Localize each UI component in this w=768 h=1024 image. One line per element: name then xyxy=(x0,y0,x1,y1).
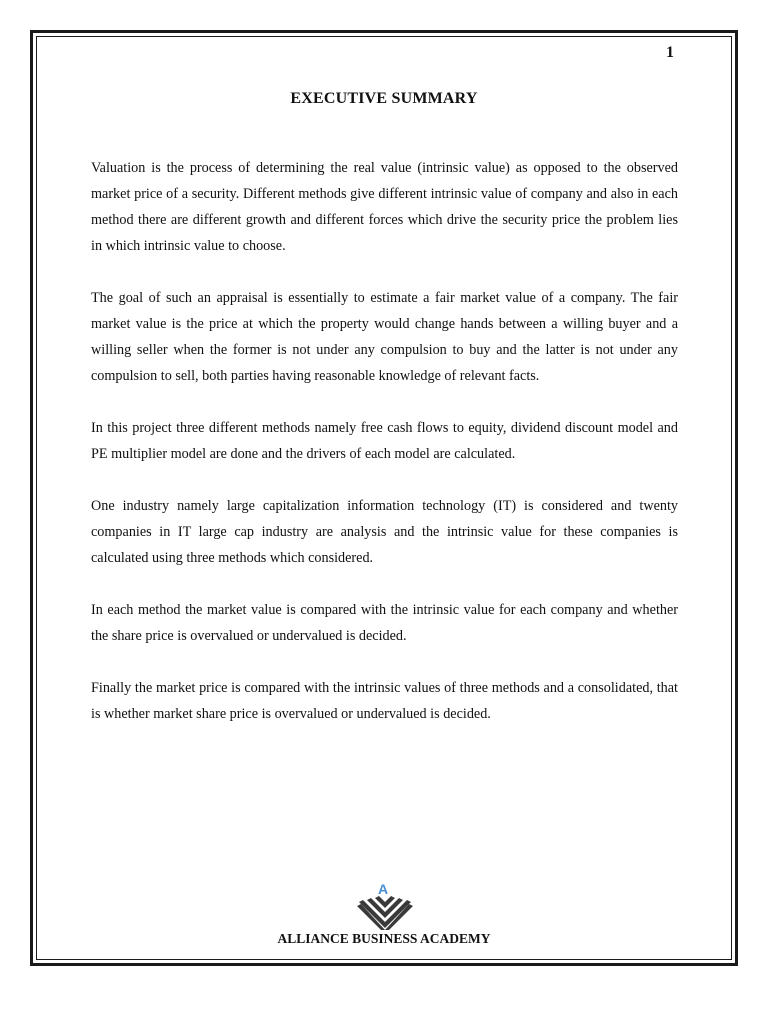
summary-body xyxy=(91,155,678,753)
institution-name: ALLIANCE BUSINESS ACADEMY xyxy=(277,931,491,946)
logo-letter: A xyxy=(377,881,389,897)
page-title: EXECUTIVE SUMMARY xyxy=(290,90,478,107)
paragraph-4: One industry namely large capitalization information technology (IT) is considered and twenty companies in IT large cap industry are analysis and the intrinsic value for these companies is calculated using three methods which considered. xyxy=(91,498,678,566)
page-number: 1 xyxy=(666,44,674,61)
paragraph-6: Finally the market price is compared with the intrinsic values of three methods and a consolidated, that is whether market share price is overvalued or undervalued is decided. xyxy=(91,680,678,722)
paragraph-3: In this project three different methods namely free cash flows to equity, dividend discount model and PE multiplier model are done and the drivers of each model are calculated. xyxy=(91,420,678,462)
paragraph-1: Valuation is the process of determining the real value (intrinsic value) as opposed to the observed market price of a security. Different methods give different intrinsic value of company and also in each method there are different growth and different forces which drive the security price the problem lies in which intrinsic value to choose. xyxy=(91,160,678,254)
paragraph-2: The goal of such an appraisal is essentially to estimate a fair market value of a company. The fair market value is the price at which the property would change hands between a willing buyer and a willing seller when the former is not under any compulsion to buy and the latter is not under any compulsion to sell, both parties having reasonable knowledge of relevant facts. xyxy=(91,290,678,384)
paragraph-5: In each method the market value is compared with the intrinsic value for each company and whether the share price is overvalued or undervalued is decided. xyxy=(91,602,678,644)
alliance-logo-icon xyxy=(357,880,413,930)
